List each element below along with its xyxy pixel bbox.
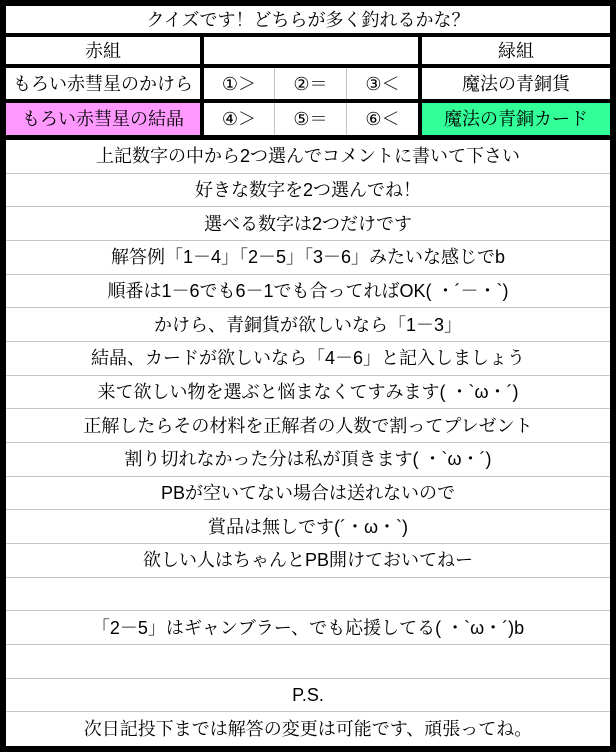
team-header-row xyxy=(6,37,610,68)
message-row xyxy=(6,342,610,376)
message-text: 来て欲しい物を選ぶと悩まなくてすみます( ・`ω・´) xyxy=(97,381,519,402)
fragment-cell: もろい赤彗星のかけら xyxy=(6,68,204,99)
quiz-row-fragment xyxy=(6,68,610,103)
message-text: 賞品は無しです(´・ω・`) xyxy=(207,516,409,537)
option-4-cell: ④＞ xyxy=(204,103,275,135)
message-row xyxy=(6,409,610,443)
message-row xyxy=(6,477,610,511)
message-text: PBが空いてない場合は送れないので xyxy=(160,482,455,503)
option-5-cell: ⑤＝ xyxy=(275,103,347,135)
message-row xyxy=(6,510,610,544)
message-row xyxy=(6,308,610,342)
message-row xyxy=(6,611,610,645)
message-row xyxy=(6,140,610,174)
message-row xyxy=(6,241,610,275)
bronze-card-cell: 魔法の青銅カード xyxy=(418,103,610,135)
message-row xyxy=(6,679,610,713)
message-text: 上記数字の中から2つ選んでコメントに書いて下さい xyxy=(95,146,520,167)
green-team-header: 緑組 xyxy=(418,37,610,64)
message-row xyxy=(6,443,610,477)
message-row xyxy=(6,376,610,410)
message-row xyxy=(6,712,610,746)
quiz-row-crystal xyxy=(6,103,610,140)
red-team-header: 赤組 xyxy=(6,37,204,64)
message-list xyxy=(6,140,610,746)
message-text: 正解したらその材料を正解者の人数で割ってプレゼント xyxy=(83,415,533,436)
quiz-title: クイズです！どちらが多く釣れるかな？ xyxy=(6,6,610,37)
message-row xyxy=(6,207,610,241)
option-6-cell: ⑥＜ xyxy=(365,109,400,129)
option-3-cell: ③＜ xyxy=(365,73,400,94)
message-text: 割り切れなかった分は私が頂きます( ・`ω・´) xyxy=(124,449,492,470)
message-row xyxy=(6,578,610,612)
message-text: P.S. xyxy=(292,684,324,705)
message-row xyxy=(6,174,610,208)
message-text: かけら、青銅貨が欲しいなら「1－3」 xyxy=(153,314,463,335)
crystal-cell: もろい赤彗星の結晶 xyxy=(6,103,204,135)
option-1-cell: ①＞ xyxy=(204,68,275,99)
message-text: 次日記投下までは解答の変更は可能です、頑張ってね。 xyxy=(83,719,533,740)
message-text: 欲しい人はちゃんとPB開けておいてねー xyxy=(142,550,473,571)
message-text: 順番は1－6でも6－1でも合ってればOK( ・´－・`) xyxy=(107,280,509,301)
bronze-coin-cell: 魔法の青銅貨 xyxy=(418,68,610,99)
message-text: 「2－5」はギャンブラー、でも応援してる( ・`ω・´)b xyxy=(91,617,525,638)
message-text: 解答例「1－4」「2－5」「3－6」みたいな感じでb xyxy=(110,247,506,268)
message-text: 好きな数字を2つ選んでね！ xyxy=(194,179,421,200)
message-row xyxy=(6,544,610,578)
message-row xyxy=(6,275,610,309)
option-2-cell: ②＝ xyxy=(275,68,347,99)
message-text: 選べる数字は2つだけです xyxy=(203,213,412,234)
message-row xyxy=(6,645,610,679)
middle-empty-cell xyxy=(204,37,418,64)
message-text: 結晶、カードが欲しいなら「4－6」と記入しましょう xyxy=(90,348,526,369)
